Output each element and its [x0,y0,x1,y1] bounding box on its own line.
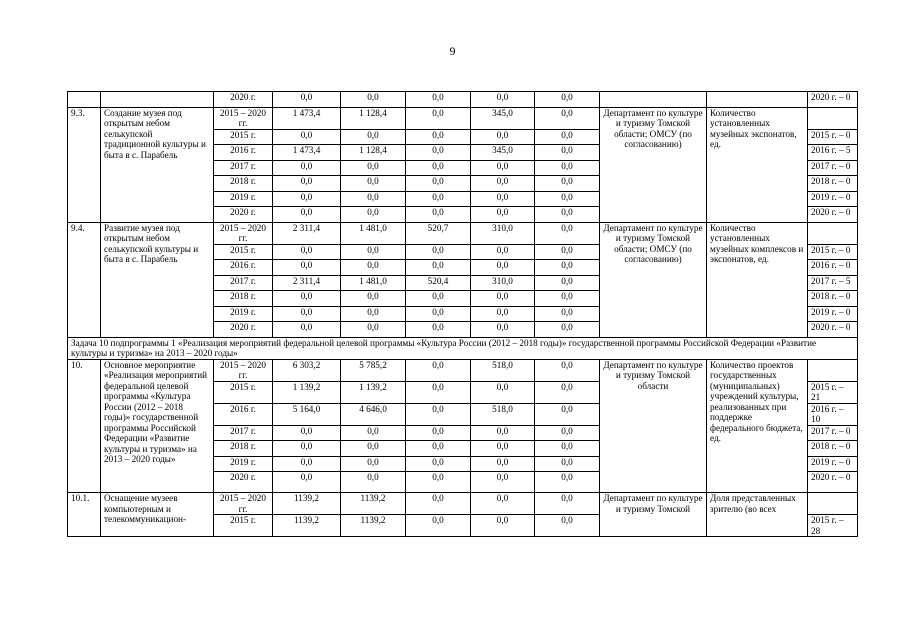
amount: 0,0 [535,129,600,145]
target-value: 2019 г. – 0 [808,191,858,207]
period: 2016 г. [214,260,273,276]
period: 2020 г. [214,92,273,108]
amount: 0,0 [535,222,600,244]
indicator [707,92,808,108]
amount: 0,0 [406,306,471,322]
amount: 0,0 [406,145,471,161]
responsible: Департамент по культуре и туризму Томской области [600,359,707,493]
table-row [68,107,858,129]
period: 2015 – 2020 гг. [214,359,273,381]
amount: 1 139,2 [273,381,341,403]
indicator: Доля представленных зрителю (во всех [707,493,808,537]
amount: 0,0 [406,381,471,403]
amount: 1139,2 [273,515,341,537]
item-name: Развитие музея под открытым небом селькупской культуры и быта в с. Парабель [101,222,214,337]
amount: 0,0 [273,472,341,493]
amount: 0,0 [406,425,471,441]
amount: 0,0 [535,322,600,338]
amount: 0,0 [273,191,341,207]
item-number [68,92,101,108]
target-value [808,493,858,515]
table-row [68,359,858,381]
target-value [808,107,858,129]
table-row [68,92,858,108]
amount: 0,0 [535,275,600,291]
target-value: 2018 г. – 0 [808,176,858,192]
amount: 0,0 [471,260,535,276]
amount: 0,0 [341,425,406,441]
item-number: 9.4. [68,222,101,337]
amount: 0,0 [471,291,535,307]
item-number: 10.1. [68,493,101,537]
amount: 0,0 [341,456,406,472]
amount: 0,0 [535,381,600,403]
amount: 6 303,2 [273,359,341,381]
amount: 0,0 [341,260,406,276]
amount: 0,0 [535,260,600,276]
amount: 0,0 [535,493,600,515]
amount: 0,0 [406,472,471,493]
target-value: 2020 г. – 0 [808,207,858,223]
amount: 518,0 [471,403,535,425]
amount: 0,0 [471,244,535,260]
table-row [68,493,858,515]
amount: 0,0 [341,291,406,307]
target-value: 2020 г. – 0 [808,472,858,493]
amount: 0,0 [535,359,600,381]
amount: 0,0 [406,191,471,207]
amount: 0,0 [273,160,341,176]
amount: 0,0 [406,515,471,537]
amount: 0,0 [273,260,341,276]
amount: 0,0 [406,441,471,457]
amount: 0,0 [471,493,535,515]
amount: 0,0 [535,472,600,493]
amount: 2 311,4 [273,222,341,244]
target-value [808,222,858,244]
amount: 0,0 [471,160,535,176]
amount: 1139,2 [273,493,341,515]
item-name: Оснащение музеев компьютерным и телекоммуникацион- [101,493,214,537]
target-value: 2020 г. – 0 [808,322,858,338]
amount: 0,0 [406,244,471,260]
amount: 0,0 [406,207,471,223]
period: 2017 г. [214,425,273,441]
target-value: 2015 г. – 0 [808,129,858,145]
amount: 0,0 [273,244,341,260]
period: 2015 г. [214,381,273,403]
indicator: Количество установленных музейных комплексов и экспонатов, ед. [707,222,808,337]
amount: 5 164,0 [273,403,341,425]
amount: 520,4 [406,275,471,291]
period: 2018 г. [214,441,273,457]
amount: 0,0 [535,425,600,441]
responsible: Департамент по культуре и туризму Томской [600,493,707,537]
amount: 0,0 [406,359,471,381]
responsible: Департамент по культуре и туризму Томской области; ОМСУ (по согласованию) [600,222,707,337]
table-row [68,337,858,359]
target-value: 2017 г. – 0 [808,160,858,176]
amount: 310,0 [471,275,535,291]
amount: 0,0 [273,129,341,145]
amount: 0,0 [535,145,600,161]
amount: 0,0 [471,207,535,223]
period: 2015 – 2020 гг. [214,493,273,515]
amount: 0,0 [471,515,535,537]
target-value: 2015 г. – 28 [808,515,858,537]
amount: 0,0 [535,306,600,322]
target-value: 2019 г. – 0 [808,306,858,322]
amount: 0,0 [273,291,341,307]
amount: 0,0 [535,160,600,176]
amount: 0,0 [535,403,600,425]
amount: 0,0 [471,472,535,493]
item-name: Основное мероприятие «Реализация мероприятий федеральной целевой программы «Культура России (2012 – 2018 годы)» государственной программы Российской Федерации «Развитие культуры и туризма» на 2013 – 2020 годы» [101,359,214,493]
period: 2016 г. [214,403,273,425]
amount: 1139,2 [341,515,406,537]
target-value: 2018 г. – 0 [808,441,858,457]
amount: 0,0 [471,92,535,108]
period: 2015 г. [214,244,273,260]
amount: 310,0 [471,222,535,244]
amount: 5 785,2 [341,359,406,381]
period: 2018 г. [214,291,273,307]
period: 2015 г. [214,515,273,537]
period: 2020 г. [214,472,273,493]
table-row [68,222,858,244]
amount: 0,0 [341,306,406,322]
amount: 0,0 [341,441,406,457]
amount: 0,0 [471,129,535,145]
amount: 0,0 [471,456,535,472]
target-value: 2016 г. – 0 [808,260,858,276]
period: 2015 – 2020 гг. [214,107,273,129]
amount: 1 139,2 [341,381,406,403]
amount: 0,0 [273,306,341,322]
amount: 1 128,4 [341,107,406,129]
amount: 0,0 [535,207,600,223]
amount: 0,0 [273,425,341,441]
amount: 0,0 [471,322,535,338]
target-value: 2015 г. – 0 [808,244,858,260]
target-value: 2020 г. – 0 [808,92,858,108]
amount: 0,0 [406,291,471,307]
amount: 0,0 [535,92,600,108]
amount: 1 128,4 [341,145,406,161]
target-value: 2017 г. – 0 [808,425,858,441]
amount: 1 473,4 [273,107,341,129]
amount: 0,0 [535,441,600,457]
period: 2020 г. [214,322,273,338]
amount: 0,0 [341,160,406,176]
amount: 0,0 [535,107,600,129]
amount: 2 311,4 [273,275,341,291]
amount: 0,0 [471,306,535,322]
amount: 0,0 [471,425,535,441]
amount: 0,0 [273,322,341,338]
amount: 1 481,0 [341,222,406,244]
amount: 0,0 [273,207,341,223]
amount: 0,0 [406,493,471,515]
amount: 0,0 [273,176,341,192]
amount: 4 646,0 [341,403,406,425]
amount: 0,0 [273,441,341,457]
responsible: Департамент по культуре и туризму Томской области; ОМСУ (по согласованию) [600,107,707,222]
target-value: 2015 г. – 21 [808,381,858,403]
amount: 0,0 [471,191,535,207]
amount: 0,0 [535,244,600,260]
amount: 0,0 [341,244,406,260]
indicator: Количество проектов государственных (муниципальных) учреждений культуры, реализованных при поддержке федерального бюджета, ед. [707,359,808,493]
amount: 0,0 [535,191,600,207]
page-number: 9 [449,44,456,58]
amount: 518,0 [471,359,535,381]
target-value: 2017 г. – 5 [808,275,858,291]
period: 2016 г. [214,145,273,161]
period: 2018 г. [214,176,273,192]
responsible [600,92,707,108]
amount: 1 481,0 [341,275,406,291]
target-value: 2019 г. – 0 [808,456,858,472]
amount: 0,0 [535,515,600,537]
amount: 0,0 [273,92,341,108]
amount: 0,0 [341,207,406,223]
amount: 0,0 [535,456,600,472]
program-table [67,91,858,537]
amount: 1 473,4 [273,145,341,161]
period: 2019 г. [214,306,273,322]
amount: 0,0 [471,381,535,403]
target-value: 2018 г. – 0 [808,291,858,307]
amount: 0,0 [341,191,406,207]
amount: 0,0 [341,92,406,108]
amount: 0,0 [406,176,471,192]
amount: 345,0 [471,107,535,129]
period: 2017 г. [214,275,273,291]
amount: 0,0 [406,160,471,176]
amount: 0,0 [406,92,471,108]
amount: 0,0 [406,456,471,472]
amount: 0,0 [406,129,471,145]
task-heading: Задача 10 подпрограммы 1 «Реализация мероприятий федеральной целевой программы «Культура России (2012 – 2018 годы)» государственной программы Российской Федерации «Развитие культуры и туризма» на 2013 – 2020 годы» [68,337,858,359]
amount: 0,0 [341,322,406,338]
period: 2017 г. [214,160,273,176]
indicator: Количество установленных музейных экспонатов, ед. [707,107,808,222]
amount: 520,7 [406,222,471,244]
period: 2019 г. [214,456,273,472]
item-name [101,92,214,108]
period: 2015 – 2020 гг. [214,222,273,244]
amount: 0,0 [535,176,600,192]
amount: 1139,2 [341,493,406,515]
amount: 0,0 [341,176,406,192]
amount: 0,0 [471,176,535,192]
amount: 0,0 [471,441,535,457]
amount: 0,0 [406,322,471,338]
target-value: 2016 г. – 10 [808,403,858,425]
period: 2015 г. [214,129,273,145]
period: 2020 г. [214,207,273,223]
period: 2019 г. [214,191,273,207]
amount: 0,0 [273,456,341,472]
amount: 345,0 [471,145,535,161]
amount: 0,0 [406,403,471,425]
amount: 0,0 [341,129,406,145]
target-value [808,359,858,381]
amount: 0,0 [341,472,406,493]
item-number: 10. [68,359,101,493]
item-number: 9.3. [68,107,101,222]
amount: 0,0 [406,107,471,129]
item-name: Создание музея под открытым небом селькупской традиционной культуры и быта в с. Парабель [101,107,214,222]
target-value: 2016 г. – 5 [808,145,858,161]
amount: 0,0 [406,260,471,276]
amount: 0,0 [535,291,600,307]
